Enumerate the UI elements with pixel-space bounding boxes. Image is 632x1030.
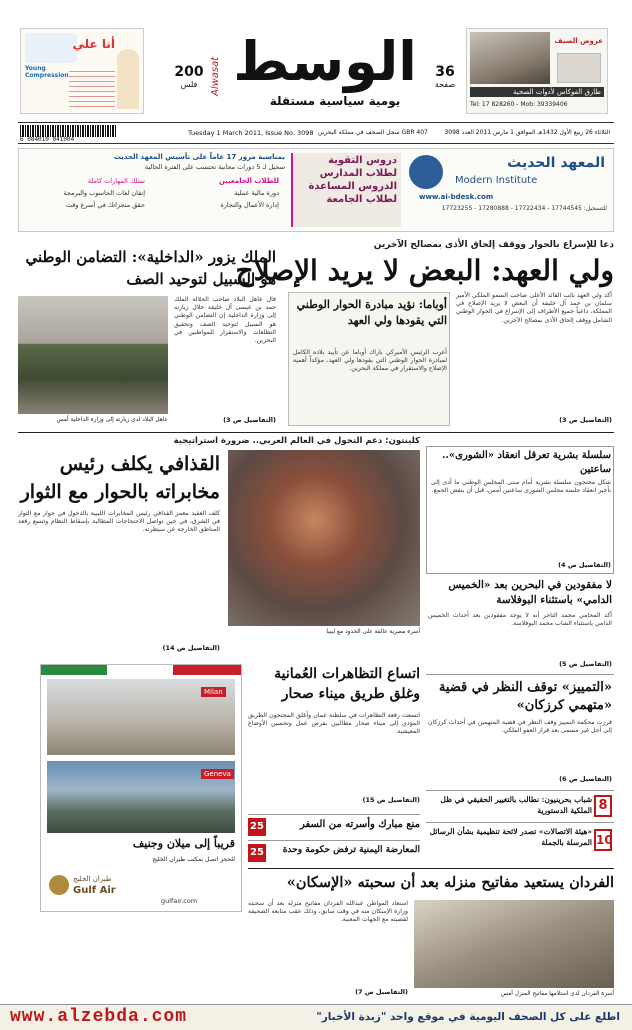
bottom-story <box>248 872 614 1000</box>
rain-more: (التفاصيل ص 4) <box>558 561 611 569</box>
king-headline: الملك يزور «الداخلية»: التضامن الوطني هو السبيل لتوحيد الصف <box>25 248 276 288</box>
brief-1[interactable] <box>248 814 420 838</box>
bottom-headline: الفردان يستعيد مفاتيح منزله بعد أن سحبته «الإسكان» <box>286 874 614 891</box>
price-unit: فلس <box>180 80 198 89</box>
dateline-english: Tuesday 1 March 2011, Issue No. 3098 <box>188 129 314 137</box>
brief-2-text: المعارضة اليمنية ترفض حكومة وحدة <box>282 845 420 855</box>
price-number: 200 <box>174 64 204 80</box>
rain-story <box>426 446 614 574</box>
king-body: قال عاهل البلاد صاحب الجلالة الملك حمد بن عيسى آل خليفة خلال زيارته إلى وزارة الداخلية إن التضامن الوطني هو السبيل لتوحيد الصف وتحقيق التطلعات والاستقرار للمواطنين في البحرين. <box>174 296 276 345</box>
top-story-headline: ولي العهد: البعض لا يريد الإصلاح <box>235 254 614 287</box>
bottom-more: (التفاصيل ص 7) <box>355 988 408 996</box>
tamyeez-more: (التفاصيل ص 6) <box>559 775 612 783</box>
ad-left-logo <box>25 33 77 63</box>
gulfair-flag <box>41 665 241 675</box>
ad-mid-c: الدروس المساعدة <box>308 181 397 192</box>
divider-1 <box>18 432 614 433</box>
tamyeez-headline: «التمييز» توقف النظر في قضية «متهمي كرزكان» <box>438 680 612 713</box>
bottom-body: استعاد المواطن عبدالله الفردان مفاتيح منزله بعد أن سحبته وزارة الإسكان منه في وقت سابق، وذلك عقب متابعة الصحيفة لقضيته مع الجهات المعنية. <box>248 900 408 924</box>
side-brief-2-text: «هيئة الاتصالات» تصدر لائحة تنظيمية بشأن الرسائل المرسلة بالجملة <box>429 827 592 847</box>
libya-kicker: كلينتون: دعم التحول في العالم العربي.. ضرورة استراتيجية <box>173 436 420 446</box>
institute-logo-icon <box>409 155 443 189</box>
institute-brand-ar: المعهد الحديث <box>507 155 605 171</box>
ad-col2-a: للطلاب الجامعيين <box>218 177 279 185</box>
ad-mid-a: دروس التقوية <box>328 155 397 166</box>
top-story <box>235 240 614 430</box>
oman-body: اتسعت رقعة التظاهرات في سلطنة عمان وأغلق المحتجون الطريق المؤدي إلى ميناء صحار مطالبين بفرص عمل وتحسين الأوضاع المعيشية. <box>248 712 420 736</box>
gulfair-sub: طيران الخليج <box>73 875 112 883</box>
ad-mid-box <box>291 153 401 227</box>
missing-more: (التفاصيل ص 5) <box>559 660 612 668</box>
side-brief-2[interactable] <box>426 822 614 856</box>
ad-left-text: أنا علي <box>72 37 115 51</box>
ad-right-thumb <box>557 53 601 83</box>
ad-right-phone: Tel: 17 828260 - Mob: 39339406 <box>470 101 568 108</box>
brief-2[interactable] <box>248 840 420 864</box>
gulfair-tag-milan: Milan <box>201 687 226 697</box>
side-brief-2-num: 10 <box>594 829 612 851</box>
libya-story <box>18 436 420 658</box>
ad-right-caption: طارق الفوكاس لأدوات الصحية <box>470 87 604 97</box>
institute-site: www.ai-bdesk.com <box>419 193 494 201</box>
oman-more: (التفاصيل ص 15) <box>362 796 420 804</box>
ad-banner-top: بمناسبة مرور 17 عاماً على تأسيس المعهد الحديث <box>113 153 285 161</box>
libya-photo <box>228 450 420 626</box>
pages-box <box>430 64 460 89</box>
ad-left-character <box>117 49 139 109</box>
king-more: (التفاصيل ص 3) <box>223 416 276 424</box>
ad-col1 <box>25 177 145 209</box>
king-photo-caption: عاهل البلاد لدى زيارته إلى وزارة الداخلية أمس <box>56 417 168 423</box>
ad-mid-b: لطلاب المدارس <box>319 168 397 179</box>
rain-headline: سلسلة بشرية تعرقل انعقاد «الشورى».. ساعتين <box>441 450 611 475</box>
ad-col2 <box>149 177 279 209</box>
inset-body: أعرب الرئيس الأميركي باراك أوباما عن تأييد بلاده الكامل لمبادرة الحوار الوطني التي يقودها ولي العهد، مؤكداً أهمية الإصلاح والاستقرار في مملكة البحرين. <box>293 349 447 373</box>
libya-photo-caption: أسرة مصرية عالقة على الحدود مع ليبيا <box>326 629 420 635</box>
gulfair-brand: Gulf Air <box>73 885 116 896</box>
ad-col1-b: إتقان لغات الحاسوب والبرمجة <box>63 189 145 197</box>
tamyeez-story <box>426 674 614 786</box>
gulfair-web: gulfair.com <box>161 897 198 905</box>
rain-body: شكل محتجون سلسلة بشرية أمام مبنى المجلس الوطني ما أدى إلى تأخير انعقاد جلسة مجلس الشورى ساعتين أمس، قبل أن ينفض الجمع. <box>431 479 611 495</box>
ad-col2-b: دورة مالية عملية <box>234 189 279 197</box>
ad-left-lines <box>69 67 115 107</box>
footer-bar <box>0 1004 632 1030</box>
side-brief-1-text: شباب بحرينيون: نطالب بالتغيير الحقيقي في ظل الملكية الدستورية <box>440 795 592 815</box>
institute-logo <box>409 155 607 189</box>
top-story-kicker: دعا للإسراع بالحوار ووقف إلحاق الأذى بمصالح الآخرين <box>373 240 614 250</box>
dateline-reg: GBR 407 سجل الصحف في مملكة البحرين <box>318 129 428 136</box>
missing-headline: لا مفقودين في البحرين بعد «الخميس الدامي» باستثناء البوفلاسة <box>448 579 612 606</box>
masthead-logo <box>210 30 424 108</box>
ad-right-top: عروض الصيف <box>554 37 603 45</box>
side-brief-1[interactable] <box>426 790 614 820</box>
price-box <box>172 64 206 89</box>
gulfair-tag-geneva: Geneva <box>201 769 234 779</box>
bottom-photo <box>414 900 614 988</box>
institute-brand-en: Modern Institute <box>455 175 538 186</box>
ad-mid-d: لطلاب الجامعة <box>326 194 397 205</box>
ad-col1-a: تمتلك المهارات كاملة <box>87 177 145 185</box>
gulfair-logo-icon <box>49 875 69 895</box>
tamyeez-body: قررت محكمة التمييز وقف النظر في قضية المتهمين في أحداث كرزكان إلى أجل غير مسمى بعد قرار العفو الملكي. <box>428 719 612 735</box>
libya-headline: القذافي يكلف رئيس مخابراته بالحوار مع الثوار <box>20 453 220 503</box>
institute-contacts: للتسجيل: 17744545 - 17722434 - 17280888 - 17723255 <box>441 205 607 212</box>
pages-number: 36 <box>435 64 455 80</box>
inset-box <box>288 292 450 426</box>
oman-headline: اتساع التظاهرات العُمانية وغلق طريق ميناء صحار <box>274 666 420 702</box>
libya-more: (التفاصيل ص 14) <box>162 644 220 652</box>
ad-right-photo <box>470 32 550 84</box>
missing-body: أكد المحامي محمد التاجر أنه لا يوجد مفقودين بعد أحداث الخميس الدامي باستثناء الشاب محمد البوفلاسة. <box>428 612 612 628</box>
gulfair-slogan: قريباً إلى ميلان وجنيف <box>132 837 235 850</box>
masthead-title: الوسط <box>233 30 417 93</box>
king-story <box>18 240 276 430</box>
ad-right[interactable] <box>466 28 608 114</box>
ad-left[interactable] <box>20 28 144 114</box>
side-brief-1-num: 8 <box>594 795 612 817</box>
inset-headline: أوباما: نؤيد مبادرة الحوار الوطني التي يقودها ولي العهد <box>296 298 447 327</box>
masthead-title-en: Alwasat <box>210 56 221 96</box>
gulfair-ad[interactable] <box>40 664 242 912</box>
brief-1-text: منع مبارك وأسرته من السفر <box>299 819 420 830</box>
brief-2-num: 25 <box>248 844 266 862</box>
pages-unit: صفحة <box>434 80 456 89</box>
missing-story <box>426 578 614 670</box>
divider-2 <box>248 868 614 869</box>
footer-site[interactable]: www.alzebda.com <box>10 1007 188 1027</box>
ad-banner-sub: سجيل لـ 5 دورات مجانية تحتسب على الفترة الحالية <box>144 163 285 171</box>
libya-body: كلف العقيد معمر القذافي رئيس المخابرات الليبية بالدخول في حوار مع الثوار في الشرق، في حين تواصل الاحتجاجات المطالبة بإسقاط النظام وتتسع رقعة المناطق الخارجة عن سيطرته. <box>18 510 220 534</box>
brief-1-num: 25 <box>248 818 266 836</box>
oman-story <box>248 664 420 812</box>
barcode-number: 6 084010 041004 <box>20 136 75 143</box>
bottom-photo-caption: أسرة الفردان لدى استلامها مفاتيح المنزل أمس <box>500 991 614 997</box>
dateline-bar <box>18 122 614 144</box>
institute-ad[interactable] <box>18 148 614 232</box>
masthead-tagline: يومية سياسية مستقلة <box>269 94 401 108</box>
top-story-body: أكد ولي العهد نائب القائد الأعلى صاحب السمو الملكي الأمير سلمان بن حمد آل خليفة أن البعض لا يريد الإصلاح في المملكة، داعياً جميع الأطراف إلى الإسراع في الحوار الوطني الشامل ووقف إلحاق الأذى بمصالح الآخرين. <box>456 292 612 324</box>
ad-col2-c: إدارة الأعمال والتجارة <box>220 201 279 209</box>
gulfair-note: للحجز اتصل بمكتب طيران الخليج <box>152 856 235 863</box>
ad-col1-c: حقق منجزاتك في أسرع وقت <box>65 201 145 209</box>
ad-left-title: Young Compression <box>25 65 69 79</box>
dateline-arabic: الثلاثاء 26 ربيع الأول 1432هـ الموافق 1 مارس 2011 العدد 3098 <box>444 129 610 136</box>
masthead <box>0 0 632 118</box>
king-photo <box>18 296 168 414</box>
footer-tagline: اطلع على كل الصحف اليومية في موقع واحد "زبدة الأخبار" <box>316 1011 620 1023</box>
top-story-more: (التفاصيل ص 3) <box>559 416 612 424</box>
